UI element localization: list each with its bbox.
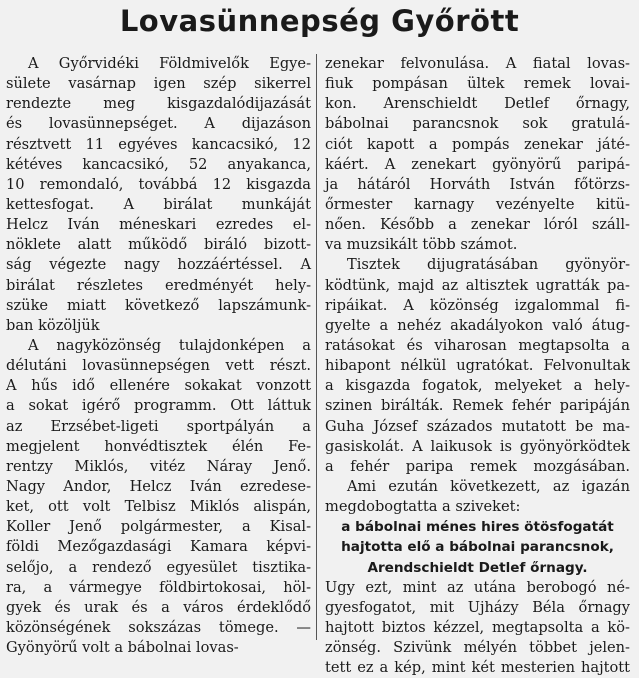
text-line: szinen birálták. Remek fehér paripáján — [325, 397, 630, 415]
text-line: hajtotta elő a bábolnai parancsnok, — [341, 539, 614, 556]
text-line: fiuk pompásan ültek remek lovai- — [325, 75, 630, 93]
text-line: kétéves kancacsikó, 52 anyakanca, — [6, 155, 311, 173]
text-line: résztvett 11 egyéves kancacsikó, 12 — [6, 135, 311, 153]
text-line: zönség. Szivünk mélyén többet jelen- — [325, 639, 630, 657]
text-line: selőjo, a rendező egyesület tisztika- — [6, 558, 311, 576]
text-line: gyek és urak és a város érdeklődő — [6, 598, 311, 616]
text-line: A nagyközönség tulajdonképen a — [28, 336, 311, 354]
text-line: ratásokat és viharosan megtapsolta a — [325, 336, 630, 354]
headline: Lovasünnepség Győrött — [119, 4, 520, 38]
text-line: Nagy Andor, Helcz Iván ezredese- — [6, 477, 311, 495]
text-line: birálat részletes eredményét hely- — [6, 276, 311, 294]
text-line: gasiskolát. A laikusok is gyönyörködtek — [325, 437, 630, 455]
text-line: és lovasünnepséget. A dijazáson — [6, 115, 311, 133]
text-line: közönségének sokszázas tömege. — — [6, 618, 311, 636]
text-line: földi Mezőgazdasági Kamara képvi- — [6, 538, 311, 556]
article-column-right — [325, 54, 630, 678]
text-line: a kisgazda fogatok, melyeket a hely- — [325, 377, 630, 395]
text-line: a fehér paripa remek mozgásában. — [325, 457, 630, 475]
text-line: ság végezte nagy hozzáértéssel. A — [6, 256, 311, 274]
text-line: ket, ott volt Telbisz Miklós alispán, — [6, 498, 311, 516]
text-line: délutáni lovasünnepségen vett részt. — [6, 357, 311, 375]
text-line: gyelte a nehéz akadályokon való átug- — [325, 316, 630, 334]
text-line: ja hátáról Horváth István főtörzs- — [325, 175, 630, 193]
text-line: nően. Később a zenekar lóról száll- — [325, 216, 630, 234]
text-line: bábolnai parancsnok sok gratulá- — [325, 115, 630, 133]
text-line: szüke miatt következő lapszámunk- — [6, 296, 311, 314]
text-line: 10 remondaló, továbbá 12 kisgazda — [6, 175, 311, 193]
text-line: zenekar felvonulása. A fiatal lovas- — [325, 55, 630, 72]
text-line: hibapont nélkül ugratókat. Felvonultak — [325, 357, 630, 375]
text-line: ködtünk, majd az altisztek ugratták pa- — [325, 276, 630, 294]
text-line: nöklete alatt működő biráló bizott- — [6, 236, 311, 254]
text-line: Guha József százados mutatott be ma- — [325, 417, 630, 435]
text-line: A hűs idő ellenére sokakat vonzott — [6, 377, 311, 395]
text-line: A Győrvidéki Földmivelők Egye- — [28, 55, 311, 72]
text-line: káért. A zenekart gyönyörű paripá- — [325, 155, 630, 173]
text-line: Ugy ezt, mint az utána berobogó né- — [325, 578, 630, 596]
text-line: va muzsikált több számot. — [325, 236, 518, 254]
text-line: kon. Arenschieldt Detlef őrnagy, — [325, 95, 630, 113]
text-line: Koller Jenő polgármester, a Kisal- — [6, 518, 311, 536]
text-line: ciót kapott a pompás zenekar játé- — [325, 135, 630, 153]
text-line: megjelent honvédtisztek élén Fe- — [6, 437, 311, 455]
text-line: őrmester karnagy vezényelte kitü- — [325, 195, 630, 213]
text-line: ripáikat. A közönség izgalommal fi- — [325, 296, 630, 314]
text-line: a bábolnai ménes hires ötösfogatát — [341, 519, 614, 536]
text-line: ban közöljük — [6, 316, 100, 334]
text-line: megdobogtatta a sziveket: — [325, 498, 521, 516]
text-line: ra, a vármegye földbirtokosai, höl- — [6, 578, 311, 596]
text-line: Arendschieldt Detlef őrnagy. — [367, 559, 588, 576]
text-line: Ami ezután következett, az igazán — [347, 477, 630, 495]
text-line: kettesfogat. A birálat munkáját — [6, 195, 311, 213]
text-line: sülete vasárnap igen szép sikerrel — [6, 75, 311, 93]
text-line: Gyönyörű volt a bábolnai lovas- — [6, 639, 239, 657]
article-column-left — [6, 54, 311, 658]
text-line: a sokat igérő programm. Ott láttuk — [6, 397, 311, 415]
text-line: tett ez a kép, mint két mesterien hajtott — [325, 659, 630, 677]
text-line: Tisztek dijugratásában gyönyör- — [347, 256, 630, 274]
text-line: rendezte meg kisgazdalódijazását — [6, 95, 311, 113]
text-line: az Erzsébet-ligeti sportpályán a — [6, 417, 311, 435]
text-line: gyesfogatot, mit Ujházy Béla őrnagy — [325, 598, 630, 616]
text-line: Helcz Iván méneskari ezredes el- — [6, 216, 311, 234]
text-line: hajtott biztos kézzel, megtapsolta a kö- — [325, 618, 630, 636]
text-line: rentzy Miklós, vitéz Náray Jenő. — [6, 457, 311, 475]
column-divider — [316, 54, 317, 640]
